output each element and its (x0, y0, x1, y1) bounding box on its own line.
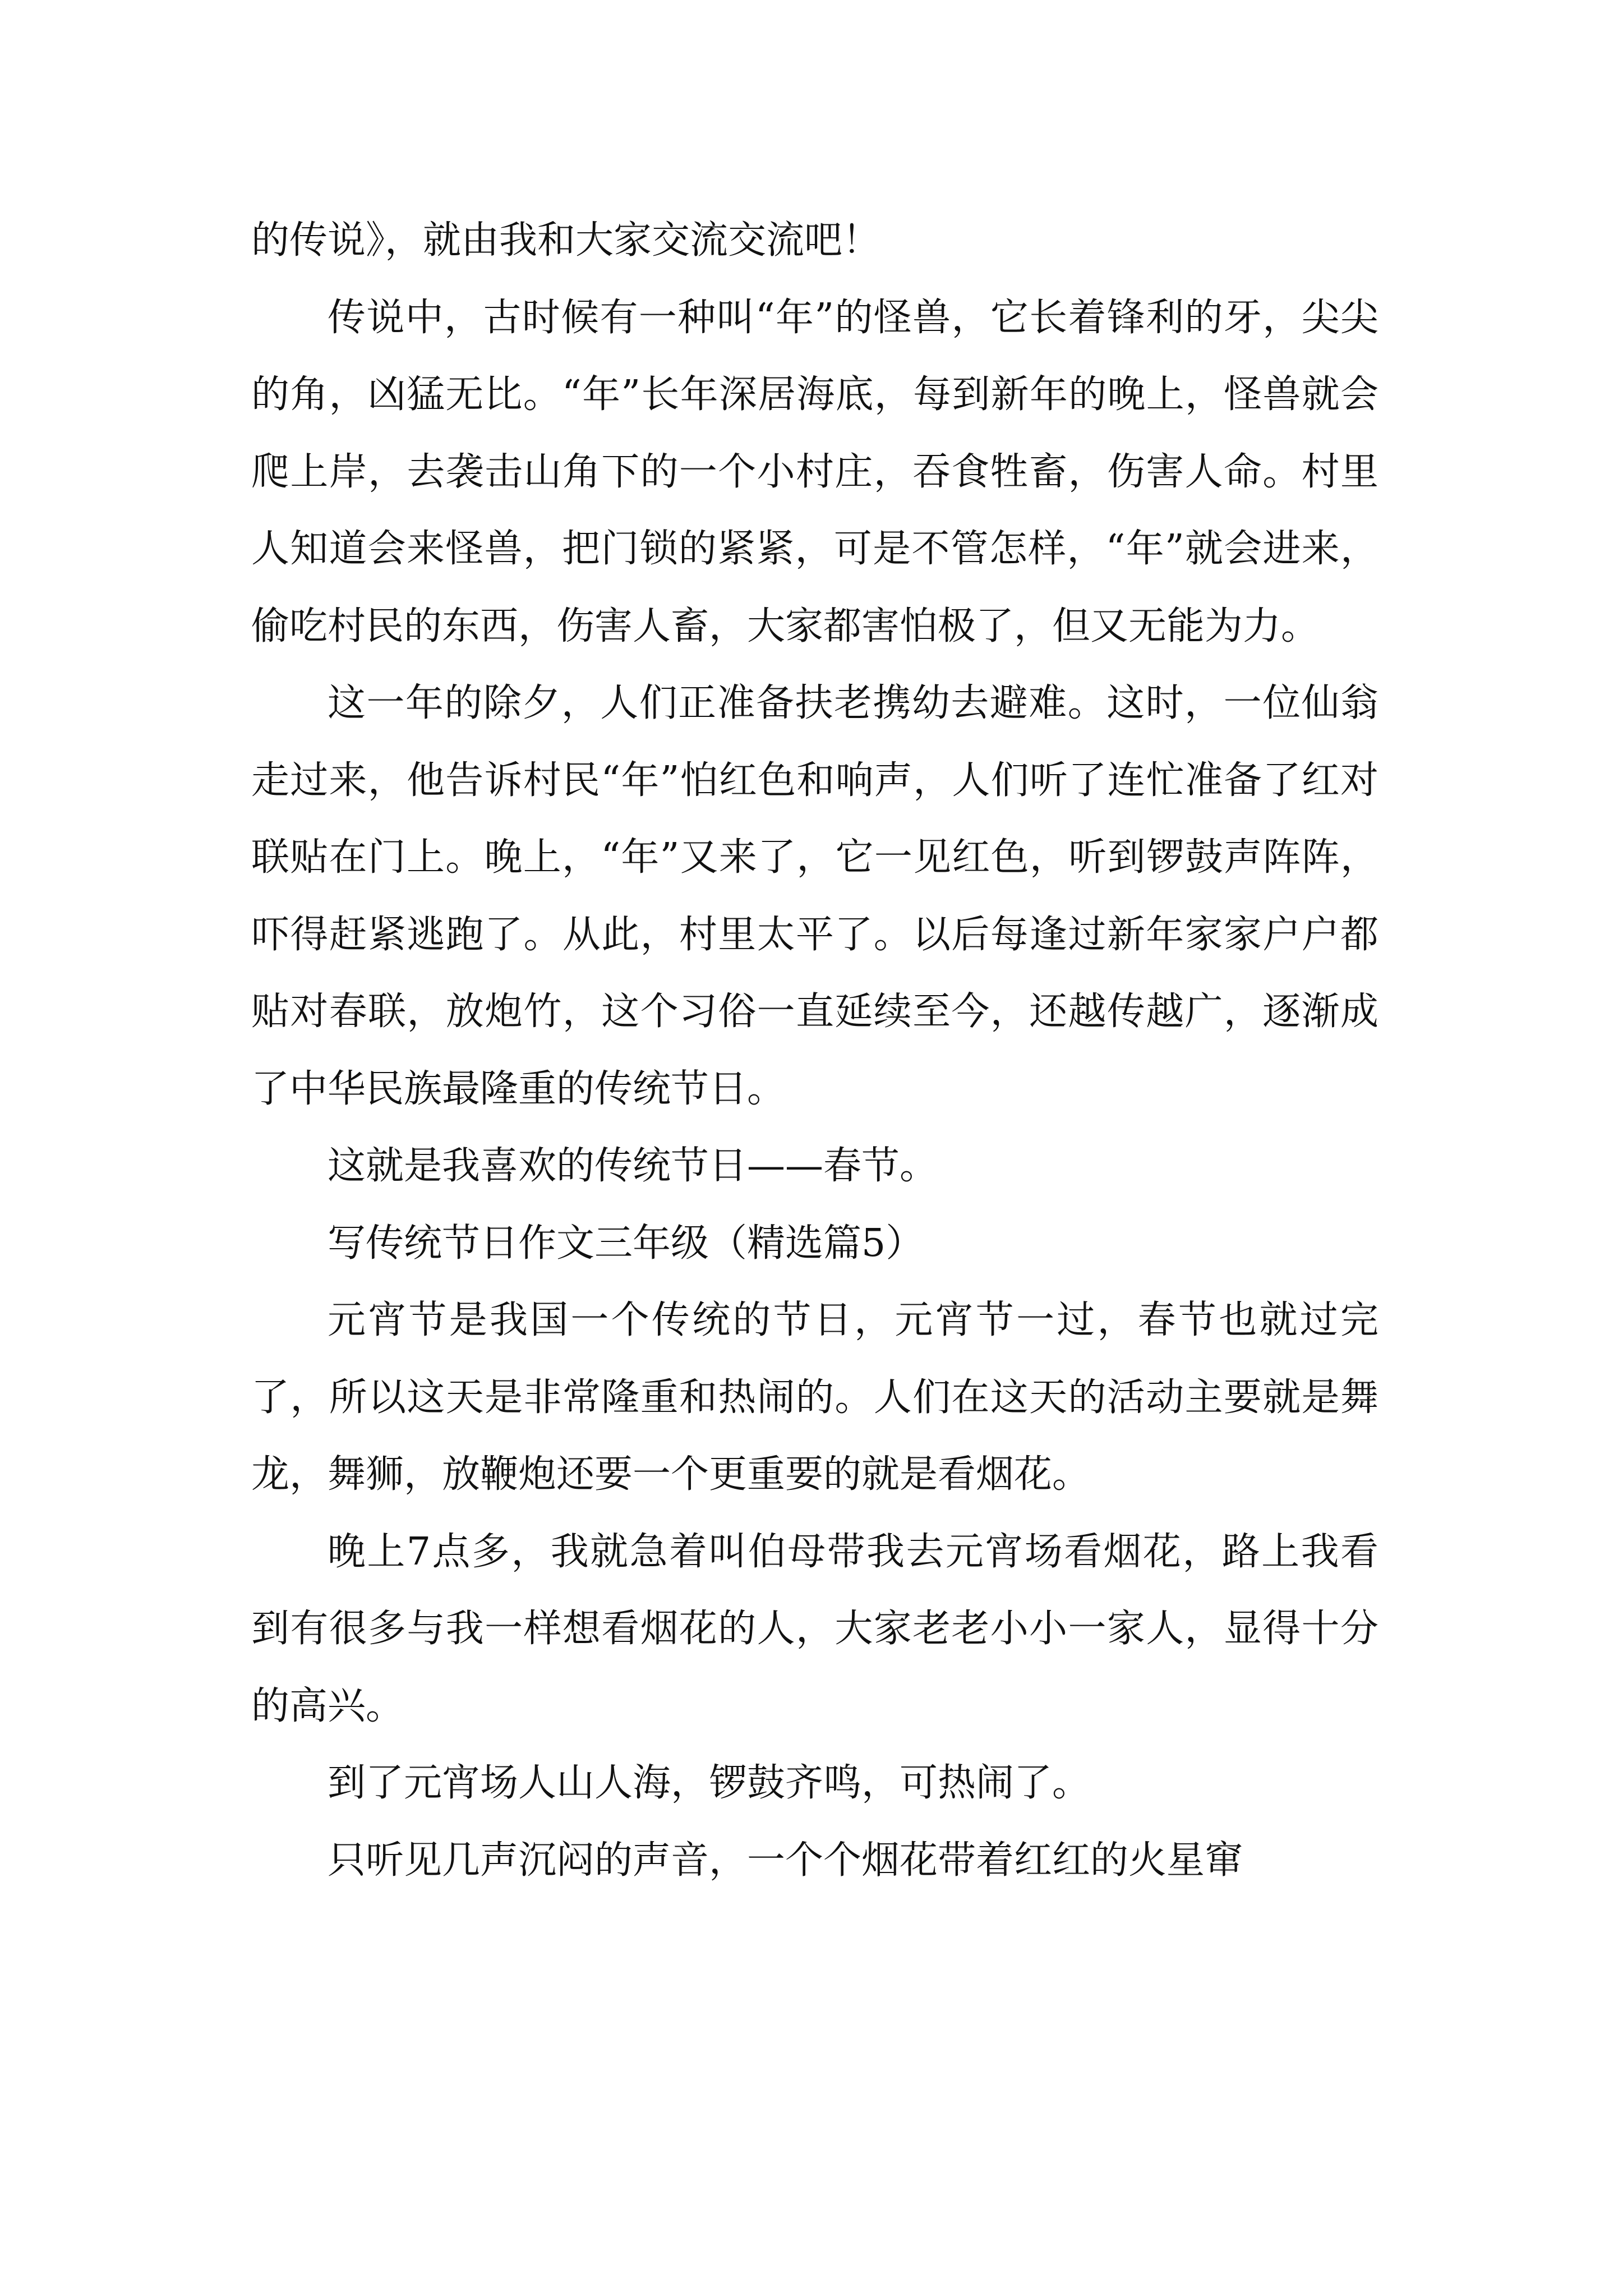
paragraph: 只听见几声沉闷的声音，一个个烟花带着红红的火星窜 (328, 1838, 1243, 1883)
paragraph: 元宵节是我国一个传统的节日，元宵节一过，春节也就过完了，所以这天是非常隆重和热闹的。人们在这天的活动主要就是舞龙，舞狮，放鞭炮还要一个更重要的就是看烟花。 (251, 1298, 1378, 1497)
paragraph: 传说中，古时候有一种叫“年”的怪兽，它长着锋利的牙，尖尖的角，凶猛无比。“年”长年深居海底，每到新年的晚上，怪兽就会爬上岸，去袭击山角下的一个小村庄，吞食牲畜，伤害人命。村里人知道会来怪兽，把门锁的紧紧，可是不管怎样，“年”就会进来，偷吃村民的东西，伤害人畜，大家都害怕极了，但又无能为力。 (251, 295, 1378, 648)
paragraph: 的传说》，就由我和大家交流交流吧！ (251, 218, 881, 263)
document-body (251, 202, 1378, 1899)
section-heading: 写传统节日作文三年级（精选篇5） (328, 1221, 924, 1266)
paragraph: 这一年的除夕，人们正准备扶老携幼去避难。这时，一位仙翁走过来，他告诉村民“年”怕红色和响声，人们听了连忙准备了红对联贴在门上。晚上，“年”又来了，它一见红色，听到锣鼓声阵阵，吓得赶紧逃跑了。从此，村里太平了。以后每逢过新年家家户户都贴对春联，放炮竹，这个习俗一直延续至今，还越传越广，逐渐成了中华民族最隆重的传统节日。 (251, 681, 1378, 1111)
paragraph: 这就是我喜欢的传统节日——春节。 (328, 1144, 938, 1188)
paragraph: 晚上7点多，我就急着叫伯母带我去元宵场看烟花，路上我看到有很多与我一样想看烟花的人，大家老老小小一家人，显得十分的高兴。 (251, 1529, 1378, 1728)
paragraph: 到了元宵场人山人海，锣鼓齐鸣，可热闹了。 (328, 1761, 1091, 1805)
